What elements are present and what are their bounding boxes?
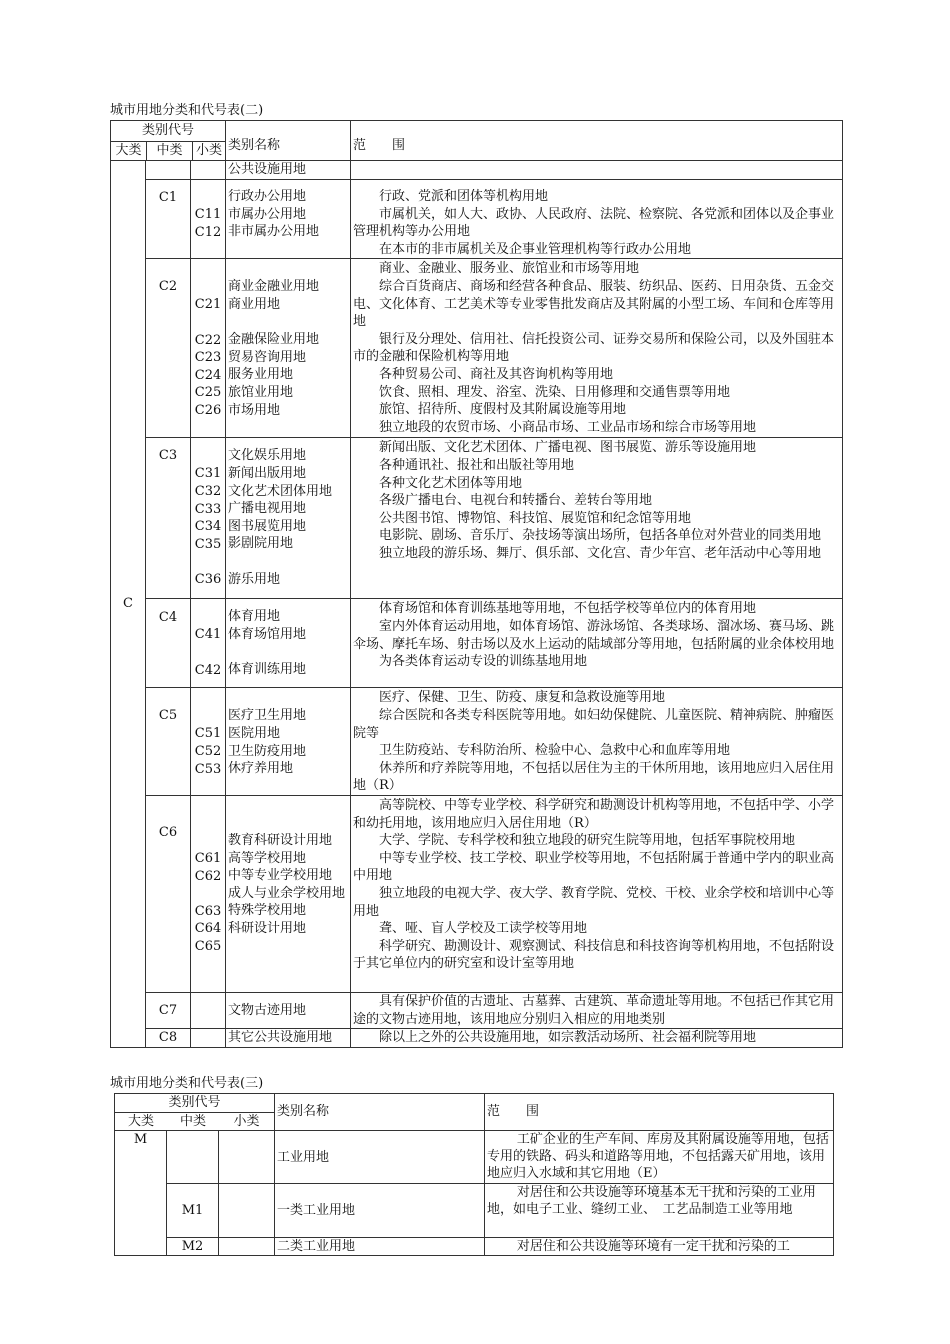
c5-scope: 综合医院和各类专科医院等用地。如妇幼保健院、儿童医院、精神病院、肿瘤医院等 xyxy=(353,707,835,741)
row-c4 xyxy=(111,599,843,688)
header-scope: 范 围 xyxy=(351,121,843,161)
c1-name: 行政办公用地 xyxy=(228,189,307,204)
t3-name: 工业用地 xyxy=(275,1131,485,1184)
top-name: 公共设施用地 xyxy=(226,161,351,180)
c2-minor: C26 xyxy=(194,402,222,418)
t3-scope: 工矿企业的生产车间、库房及其附属设施等用地，包括专用的铁路、码头和道路等用地，不包括露天矿用地，该用地应归入水域和其它用地（E） xyxy=(487,1132,829,1181)
c4-minor: C42 xyxy=(194,662,222,678)
c3-scope: 各种通讯社、报社和出版社等用地 xyxy=(379,457,575,473)
c3-minor: C31 xyxy=(194,466,222,482)
c5-scope: 卫生防疫站、专科防治所、检验中心、急救中心和血库等用地 xyxy=(379,743,731,759)
t3-header-code: 类别代号 xyxy=(168,1095,221,1110)
table2 xyxy=(110,120,843,1048)
c2-name: 商业金融业用地 xyxy=(228,279,320,295)
c4-name: 体育场馆用地 xyxy=(228,626,307,642)
t3-code: M1 xyxy=(167,1184,219,1238)
table2-caption: 城市用地分类和代号表(二) xyxy=(110,103,264,118)
t3-header-medium: 中类 xyxy=(179,1114,206,1129)
c2-minor: C23 xyxy=(194,350,222,366)
c2-name: 旅馆业用地 xyxy=(228,384,294,400)
c2-name: 市场用地 xyxy=(228,402,281,418)
c3-minor: C36 xyxy=(194,571,222,587)
c1-name: 非市属办公用地 xyxy=(228,224,320,240)
c6-name: 成人与业余学校用地 xyxy=(228,885,346,901)
c1-scope: 市属机关，如人大、政协、人民政府、法院、检察院、各党派和团体以及企事业管理机构等办公用地 xyxy=(353,206,835,240)
c4-scope: 为各类体育运动专设的训练基地用地 xyxy=(379,654,588,670)
c3-minor: C33 xyxy=(194,501,222,517)
c2-code: C2 xyxy=(158,279,178,295)
c5-minor: C51 xyxy=(194,726,222,742)
c2-name: 贸易咨询用地 xyxy=(228,349,307,365)
c8-code: C8 xyxy=(158,1030,178,1046)
c2-scope: 饮食、照相、理发、浴室、洗染、日用修理和交通售票等用地 xyxy=(379,384,731,400)
row-c3 xyxy=(111,438,843,599)
major-code-c: C xyxy=(111,161,146,1048)
table3-caption: 城市用地分类和代号表(三) xyxy=(110,1076,264,1091)
t3-header-name: 类别名称 xyxy=(275,1094,485,1131)
c6-name: 高等学校用地 xyxy=(228,850,307,866)
t3-header-scope: 范 围 xyxy=(485,1094,834,1131)
c5-name: 医疗卫生用地 xyxy=(228,708,307,724)
c3-scope: 各种文化艺术团体等用地 xyxy=(379,475,523,491)
c3-minor: C35 xyxy=(194,536,222,552)
t3-row-industrial xyxy=(115,1131,834,1184)
c2-scope: 商业、金融业、服务业、旅馆业和市场等用地 xyxy=(379,261,640,277)
c7-code: C7 xyxy=(158,1002,178,1018)
c3-scope: 各级广播电台、电视台和转播台、差转台等用地 xyxy=(379,493,653,509)
c4-code: C4 xyxy=(158,610,178,626)
c1-minor: C12 xyxy=(194,224,222,240)
t3-name: 一类工业用地 xyxy=(275,1184,485,1238)
c6-code: C6 xyxy=(158,824,178,840)
c3-name: 游乐用地 xyxy=(228,571,281,587)
c5-minor: C53 xyxy=(194,761,222,777)
c2-minor: C21 xyxy=(194,297,222,313)
c8-name: 其它公共设施用地 xyxy=(228,1030,333,1046)
c4-name: 体育训练用地 xyxy=(228,662,307,678)
row-c5 xyxy=(111,688,843,796)
c3-name: 文化娱乐用地 xyxy=(228,448,307,464)
c1-scope: 在本市的非市属机关及企事业管理机构等行政办公用地 xyxy=(379,241,692,257)
table3 xyxy=(114,1093,834,1256)
c3-scope: 公共图书馆、博物馆、科技馆、展览馆和纪念馆等用地 xyxy=(379,510,692,526)
c2-scope: 旅馆、招待所、度假村及其附属设施等用地 xyxy=(379,402,627,418)
t3-row-m1 xyxy=(115,1184,834,1238)
header-minor: 小类 xyxy=(196,143,223,158)
c7-name: 文物古迹用地 xyxy=(228,1002,307,1018)
c2-scope: 银行及分理处、信用社、信托投资公司、证券交易所和保险公司，以及外国驻本市的金融和保险机构等用地 xyxy=(353,331,835,365)
c2-scope: 独立地段的农贸市场、小商品市场、工业品市场和综合市场等用地 xyxy=(379,419,757,435)
c1-name: 市属办公用地 xyxy=(228,206,307,222)
c6-minor: C65 xyxy=(194,938,222,954)
c1-scope: 行政、党派和团体等机构用地 xyxy=(379,189,549,204)
c3-minor: C32 xyxy=(194,483,222,499)
c5-name: 卫生防疫用地 xyxy=(228,743,307,759)
c1-code: C1 xyxy=(158,190,178,205)
row-c2 xyxy=(111,259,843,438)
c6-scope: 科学研究、勘测设计、观察测试、科技信息和科技咨询等机构用地，不包括附设于其它单位内的研究室和设计室等用地 xyxy=(353,938,835,972)
t3-row-m2 xyxy=(115,1238,834,1256)
c1-minor: C11 xyxy=(194,207,222,222)
t3-scope: 对居住和公共设施等环境基本无干扰和污染的工业用地，如电子工业、缝纫工业、 工艺品制造工业等用地 xyxy=(487,1185,816,1217)
c6-name: 特殊学校用地 xyxy=(228,903,307,919)
c3-scope: 电影院、剧场、音乐厅、杂技场等演出场所，包括各单位对外营业的同类用地 xyxy=(379,528,822,544)
t3-major-code: M xyxy=(115,1131,167,1256)
c6-name: 科研设计用地 xyxy=(228,920,307,936)
c6-minor: C63 xyxy=(194,903,222,919)
c3-name: 影剧院用地 xyxy=(228,536,294,552)
row-c8 xyxy=(111,1029,843,1048)
t3-header-minor: 小类 xyxy=(233,1114,260,1129)
c3-minor: C34 xyxy=(194,519,222,535)
c2-name: 商业用地 xyxy=(228,296,281,312)
c4-scope: 室内外体育运动用地，如体育场馆、游泳场馆、各类球场、溜冰场、赛马场、跳伞场、摩托车场、射击场以及水上运动的陆域部分等用地，包括附属的业余体校用地 xyxy=(353,618,835,652)
row-c6 xyxy=(111,795,843,992)
header-code: 类别代号 xyxy=(111,121,225,142)
c2-minor: C24 xyxy=(194,367,222,383)
c6-minor: C64 xyxy=(194,921,222,937)
c6-scope: 大学、学院、专科学校和独立地段的研究生院等用地，包括军事院校用地 xyxy=(379,833,796,849)
c5-name: 休疗养用地 xyxy=(228,761,294,777)
c8-scope: 除以上之外的公共设施用地，如宗教活动场所、社会福利院等用地 xyxy=(379,1030,757,1046)
c5-code: C5 xyxy=(158,708,178,724)
c4-name: 体育用地 xyxy=(228,609,281,625)
c3-name: 广播电视用地 xyxy=(228,501,307,517)
t3-scope: 对居住和公共设施等环境有一定干扰和污染的工 xyxy=(516,1239,790,1254)
row-c1 xyxy=(111,180,843,259)
c3-scope: 独立地段的游乐场、舞厅、俱乐部、文化宫、青少年宫、老年活动中心等用地 xyxy=(379,545,822,561)
c6-minor: C61 xyxy=(194,850,222,866)
c4-minor: C41 xyxy=(194,627,222,643)
c2-name: 服务业用地 xyxy=(228,367,294,383)
row-c7 xyxy=(111,992,843,1028)
c2-minor: C22 xyxy=(194,332,222,348)
header-major: 大类 xyxy=(111,142,147,160)
c3-name: 图书展览用地 xyxy=(228,518,307,534)
c6-minor: C62 xyxy=(194,868,222,884)
c5-scope: 休养所和疗养院等用地，不包括以居住为主的干休所用地，该用地应归入居住用地（R） xyxy=(353,760,835,794)
c6-scope: 中等专业学校、技工学校、职业学校等用地，不包括附属于普通中学内的职业高中用地 xyxy=(353,850,835,884)
c5-scope: 医疗、保健、卫生、防疫、康复和急救设施等用地 xyxy=(379,690,666,706)
c6-scope: 聋、哑、盲人学校及工读学校等用地 xyxy=(379,921,588,937)
c6-name: 教育科研设计用地 xyxy=(228,832,333,848)
c6-scope: 独立地段的电视大学、夜大学、教育学院、党校、干校、业余学校和培训中心等用地 xyxy=(353,885,835,919)
c3-code: C3 xyxy=(158,448,178,464)
c4-scope: 体育场馆和体育训练基地等用地，不包括学校等单位内的体育用地 xyxy=(379,601,757,617)
c5-minor: C52 xyxy=(194,743,222,759)
c2-minor: C25 xyxy=(194,385,222,401)
c6-name: 中等专业学校用地 xyxy=(228,868,333,884)
t3-code: M2 xyxy=(167,1238,219,1256)
t3-header-major: 大类 xyxy=(127,1114,154,1129)
c3-name: 文化艺术团体用地 xyxy=(228,483,333,499)
c2-scope: 各种贸易公司、商社及其咨询机构等用地 xyxy=(379,366,614,382)
c6-scope: 高等院校、中等专业学校、科学研究和勘测设计机构等用地，不包括中学、小学和幼托用地，该用地应归入居住用地（R） xyxy=(353,797,835,831)
c3-name: 新闻出版用地 xyxy=(228,465,307,481)
header-medium: 中类 xyxy=(147,142,193,160)
c7-scope: 具有保护价值的古遗址、古墓葬、古建筑、革命遗址等用地。不包括已作其它用途的文物古迹用地，该用地应分别归入相应的用地类别 xyxy=(353,993,835,1027)
c2-name: 金融保险业用地 xyxy=(228,332,320,348)
c2-scope: 综合百货商店、商场和经营各种食品、服装、纺织品、医药、日用杂货、五金交电、文化体育、工艺美术等专业零售批发商店及其附属的小型工场、车间和仓库等用地 xyxy=(353,278,835,330)
t3-name: 二类工业用地 xyxy=(275,1238,485,1256)
c3-scope: 新闻出版、文化艺术团体、广播电视、图书展览、游乐等设施用地 xyxy=(379,440,757,456)
header-name: 类别名称 xyxy=(226,121,351,161)
c5-name: 医院用地 xyxy=(228,725,281,741)
